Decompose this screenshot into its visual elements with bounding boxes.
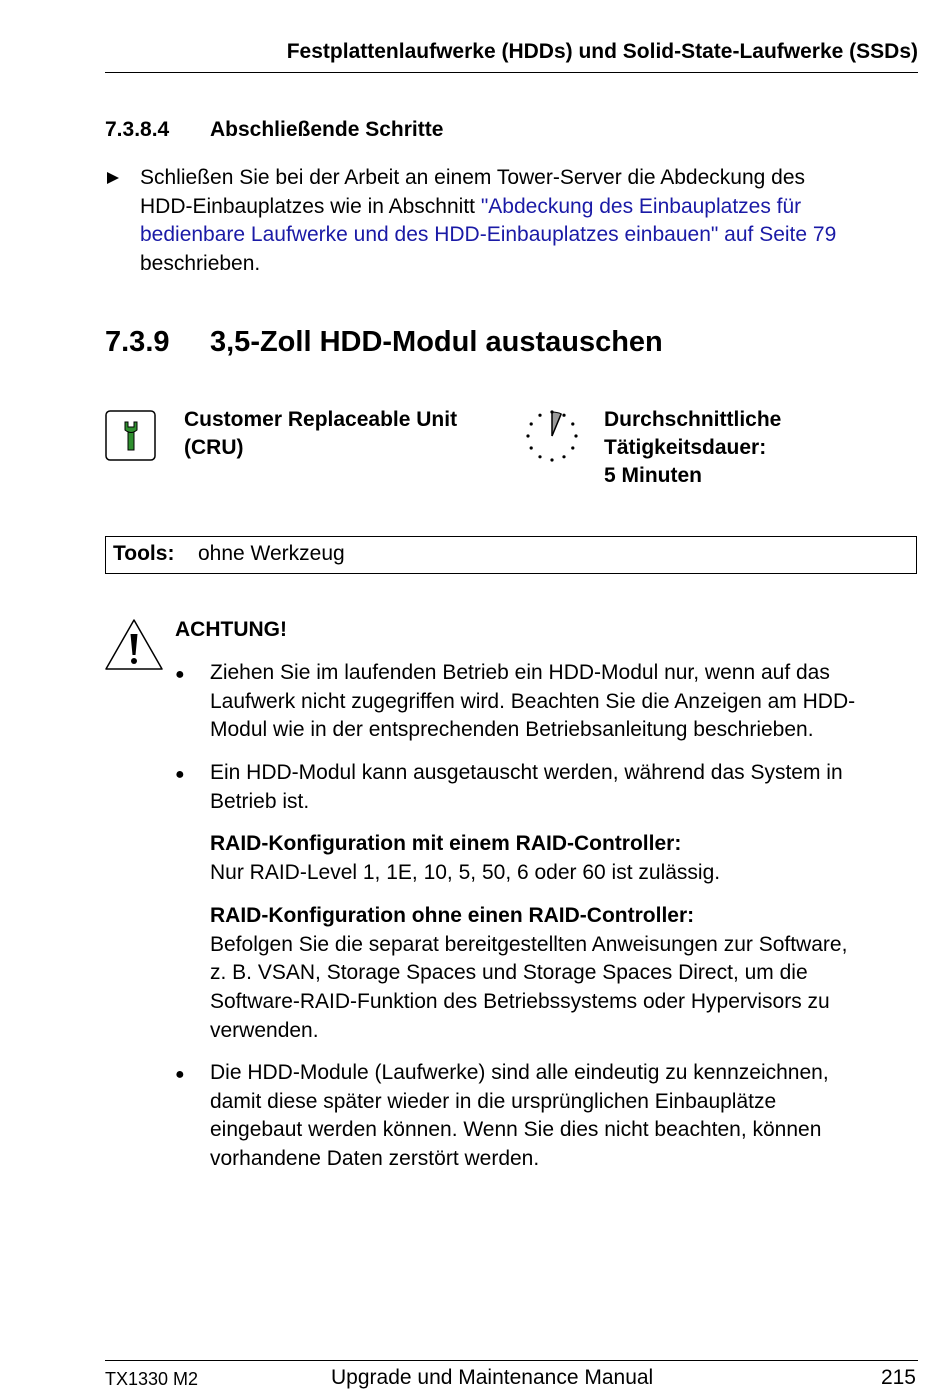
tools-value: ohne Werkzeug (198, 542, 345, 565)
raid-without-line-3: Software-RAID-Funktion des Betriebssystems oder Hypervisors zu (210, 990, 830, 1014)
footer-rule (105, 1360, 918, 1361)
bullet-3-line-3: eingebaut werden können. Wenn Sie dies nicht beachten, können (210, 1118, 822, 1142)
bullet-2-line-1: Ein HDD-Modul kann ausgetauscht werden, während das System in (210, 761, 843, 784)
duration-line-2: Tätigkeitsdauer: (604, 436, 767, 459)
raid-without-controller-title: RAID-Konfiguration ohne einen RAID-Controller: (210, 904, 695, 927)
bullet-1-line-2: Laufwerk nicht zugegriffen wird. Beachten Sie die Anzeigen am HDD- (210, 689, 856, 713)
section-title-739: 3,5-Zoll HDD-Modul austauschen (210, 326, 663, 358)
cru-line-1: Customer Replaceable Unit (184, 408, 458, 431)
clock-icon (524, 408, 580, 469)
cru-line-2: (CRU) (184, 436, 244, 459)
section-title-7384: Abschließende Schritte (210, 118, 444, 141)
raid-without-line-4: verwenden. (210, 1018, 319, 1042)
raid-without-line-1: Befolgen Sie die separat bereitgestellten Anweisungen zur Software, (210, 932, 848, 956)
caution-bullet-3 (210, 1059, 922, 1174)
caution-title: ACHTUNG! (175, 618, 287, 641)
cru-label (184, 406, 457, 462)
duration-label (604, 406, 781, 490)
raid-with-controller-title: RAID-Konfiguration mit einem RAID-Controller: (210, 832, 682, 855)
section-number-739: 7.3.9 (105, 326, 170, 358)
bullet-2-line-2: Betrieb ist. (210, 789, 310, 813)
footer-manual-title: Upgrade und Maintenance Manual (331, 1366, 654, 1389)
page-number: 215 (880, 1366, 916, 1389)
raid-with-controller (210, 830, 922, 887)
section-link-part1[interactable]: "Abdeckung des Einbauplatzes für (480, 194, 802, 218)
bullet-1-line-3: Modul wie in der entsprechenden Betriebsanleitung beschrieben. (210, 718, 814, 742)
caution-bullet-1 (210, 659, 922, 745)
tools-label: Tools: (113, 542, 175, 565)
header-rule (105, 72, 918, 73)
bullet-dot-icon: ● (175, 1066, 185, 1083)
bullet-3-line-1: Die HDD-Module (Laufwerke) sind alle eindeutig zu kennzeichnen, (210, 1061, 829, 1084)
step-line-1: Schließen Sie bei der Arbeit an einem Tower-Server die Abdeckung des (140, 166, 805, 189)
bullet-3-line-4: vorhandene Daten zerstört werden. (210, 1147, 540, 1171)
footer-model: TX1330 M2 (105, 1369, 199, 1389)
bullet-3-line-2: damit diese später wieder in die ursprünglichen Einbauplätze (210, 1089, 777, 1113)
step-line-2-text: HDD-Einbauplatzes wie in Abschnitt (140, 194, 481, 218)
section-number-7384: 7.3.8.4 (105, 118, 170, 141)
triangle-bullet-icon (106, 171, 120, 190)
wrench-icon (105, 410, 157, 467)
raid-with-controller-text: Nur RAID-Level 1, 1E, 10, 5, 50, 6 oder 60 ist zulässig. (210, 860, 721, 884)
step-line-2 (140, 193, 920, 222)
warning-icon (104, 618, 164, 677)
bullet-dot-icon: ● (175, 666, 185, 683)
duration-line-3: 5 Minuten (604, 464, 702, 487)
running-header: Festplattenlaufwerke (HDDs) und Solid-State-Laufwerke (SSDs) (286, 40, 918, 63)
duration-line-1: Durchschnittliche (604, 408, 782, 431)
step-text (140, 164, 920, 279)
step-line-4: beschrieben. (140, 252, 261, 276)
raid-without-line-2: z. B. VSAN, Storage Spaces und Storage Spaces Direct, um die (210, 961, 808, 985)
bullet-dot-icon: ● (175, 766, 185, 783)
raid-without-controller (210, 902, 922, 1046)
caution-bullet-2 (210, 759, 922, 816)
section-link-part2[interactable]: bedienbare Laufwerke und des HDD-Einbauplatzes einbauen" auf Seite 79 (140, 223, 837, 247)
bullet-1-line-1: Ziehen Sie im laufenden Betrieb ein HDD-Modul nur, wenn auf das (210, 661, 830, 684)
